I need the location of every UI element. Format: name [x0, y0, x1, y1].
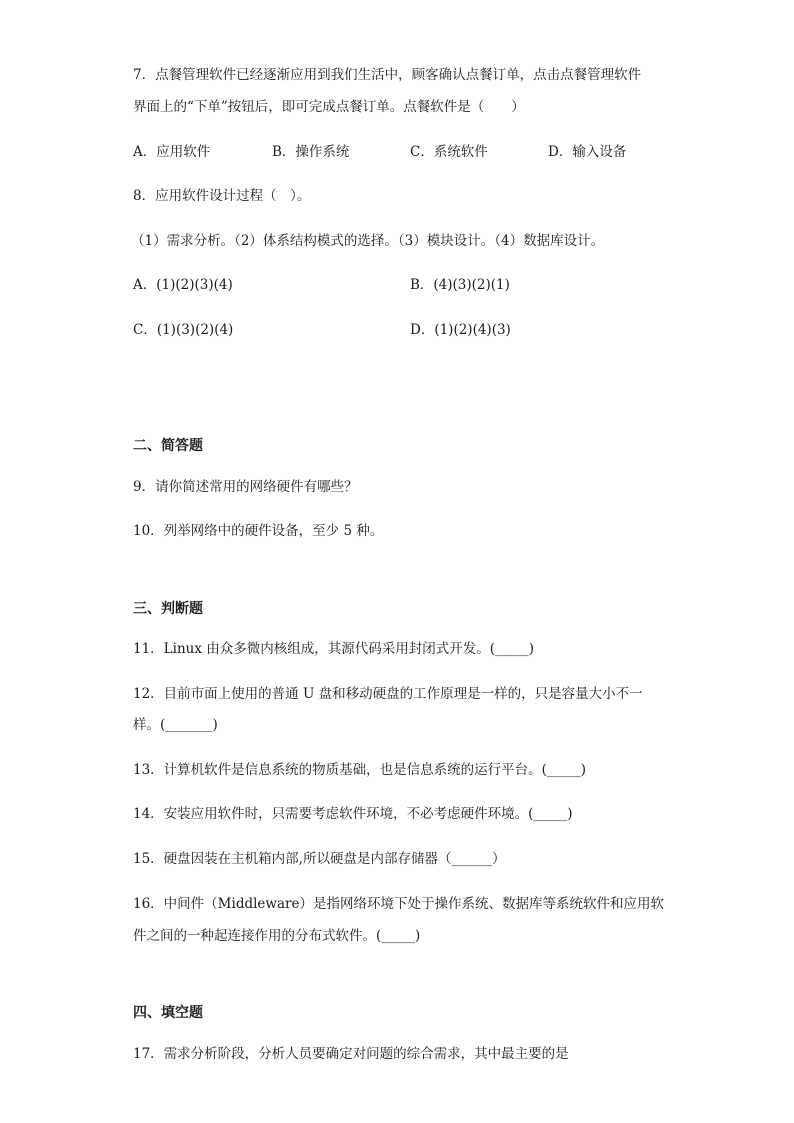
- q7-stem-line1: 7．点餐管理软件已经逐渐应用到我们生活中，顾客确认点餐订单，点击点餐管理软件: [133, 67, 642, 83]
- section-heading-short-answer: 二、简答题: [133, 438, 203, 454]
- q8-option-b: B．(4)(3)(2)(1): [410, 277, 510, 293]
- section-heading-true-false: 三、判断题: [133, 601, 203, 617]
- q8-stem: 8．应用软件设计过程（ ）。: [133, 188, 311, 204]
- q16-stem-line1: 16．中间件（Middleware）是指网络环境下处于操作系统、数据库等系统软件和应用软: [133, 896, 664, 912]
- q8-option-a: A．(1)(2)(3)(4): [133, 277, 233, 293]
- q13-stem: 13．计算机软件是信息系统的物质基础，也是信息系统的运行平台。(_____): [133, 762, 586, 778]
- q8-items: （1）需求分析。（2）体系结构模式的选择。（3）模块设计。（4）数据库设计。: [131, 233, 605, 249]
- q8-option-d: D．(1)(2)(4)(3): [410, 322, 511, 338]
- q16-stem-line2: 件之间的一种起连接作用的分布式软件。(_____): [133, 928, 421, 944]
- q7-stem-line2: 界面上的“下单”按钮后，即可完成点餐订单。点餐软件是（ ）: [133, 99, 525, 115]
- q12-stem-line2: 样。(_______): [133, 717, 218, 733]
- q14-stem: 14．安装应用软件时，只需要考虑软件环境，不必考虑硬件环境。(_____): [133, 806, 573, 822]
- q7-option-c: C．系统软件: [410, 144, 488, 160]
- q11-stem: 11．Linux 由众多微内核组成，其源代码采用封闭式开发。(_____): [133, 641, 535, 657]
- section-heading-fill-blank: 四、填空题: [133, 1005, 203, 1021]
- q12-stem-line1: 12．目前市面上使用的普通 U 盘和移动硬盘的工作原理是一样的，只是容量大小不一: [133, 686, 643, 702]
- q15-stem: 15．硬盘因装在主机箱内部,所以硬盘是内部存储器（______）: [133, 851, 506, 867]
- q8-option-c: C．(1)(3)(2)(4): [133, 322, 234, 338]
- q10-stem: 10．列举网络中的硬件设备，至少 5 种。: [133, 523, 384, 539]
- q7-option-b: B．操作系统: [272, 144, 350, 160]
- q9-stem: 9．请你简述常用的网络硬件有哪些？: [133, 479, 358, 495]
- q17-stem: 17．需求分析阶段，分析人员要确定对问题的综合需求，其中最主要的是: [133, 1046, 569, 1062]
- q7-option-d: D．输入设备: [548, 144, 627, 160]
- q7-option-a: A．应用软件: [133, 144, 211, 160]
